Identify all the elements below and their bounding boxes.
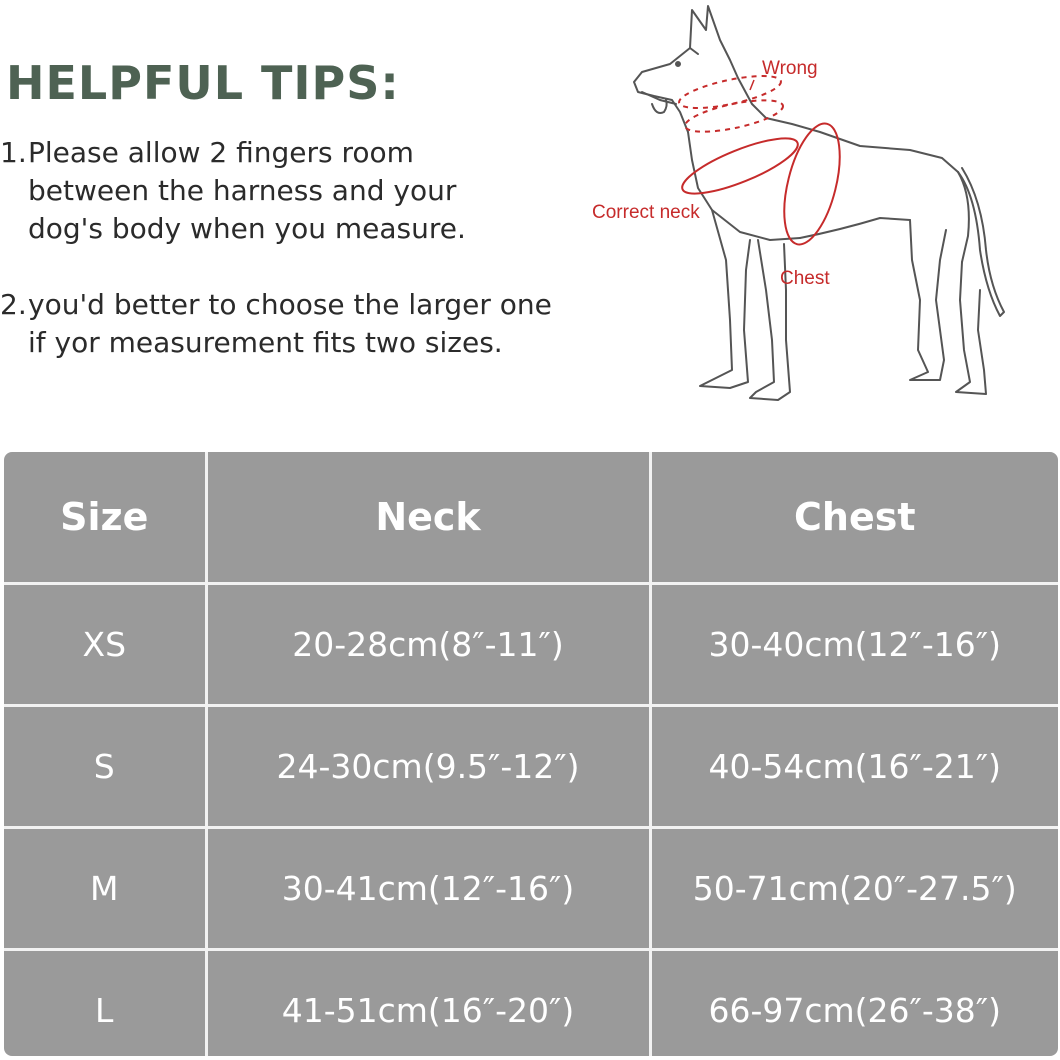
size-cell: L [4, 950, 206, 1057]
tip-number: 2. [0, 288, 27, 321]
chest-cell: 30-40cm(12″-16″) [650, 584, 1058, 706]
size-chart [4, 452, 1058, 1056]
neck-cell: 30-41cm(12″-16″) [206, 828, 650, 950]
wrong-neck-dashed-ring-2 [683, 94, 786, 138]
size-table [4, 452, 1058, 1056]
size-cell: M [4, 828, 206, 950]
neck-cell: 20-28cm(8″-11″) [206, 584, 650, 706]
size-cell: S [4, 706, 206, 828]
correct-neck-ring [677, 128, 804, 204]
table-row [4, 706, 1058, 828]
tip-text: Please allow 2 fingers room between the harness and your dog's body when you measure. [28, 136, 466, 245]
table-row [4, 828, 1058, 950]
header-chest: Chest [650, 452, 1058, 584]
tip-number: 1. [0, 136, 27, 169]
table-row [4, 950, 1058, 1057]
tip-2 [0, 286, 552, 362]
chest-cell: 66-97cm(26″-38″) [650, 950, 1058, 1057]
table-row [4, 584, 1058, 706]
tip-text: you'd better to choose the larger one if yor measurement fits two sizes. [28, 288, 552, 359]
tip-1 [0, 134, 466, 248]
neck-cell: 24-30cm(9.5″-12″) [206, 706, 650, 828]
table-header-row [4, 452, 1058, 584]
dog-measurement-diagram [580, 0, 1020, 410]
size-cell: XS [4, 584, 206, 706]
wrong-label: Wrong [762, 58, 818, 79]
chest-cell: 50-71cm(20″-27.5″) [650, 828, 1058, 950]
correct-neck-label: Correct neck [592, 202, 700, 223]
chest-label: Chest [780, 268, 830, 289]
helpful-tips-title: HELPFUL TIPS: [6, 56, 400, 110]
neck-cell: 41-51cm(16″-20″) [206, 950, 650, 1057]
header-neck: Neck [206, 452, 650, 584]
header-size: Size [4, 452, 206, 584]
chest-cell: 40-54cm(16″-21″) [650, 706, 1058, 828]
